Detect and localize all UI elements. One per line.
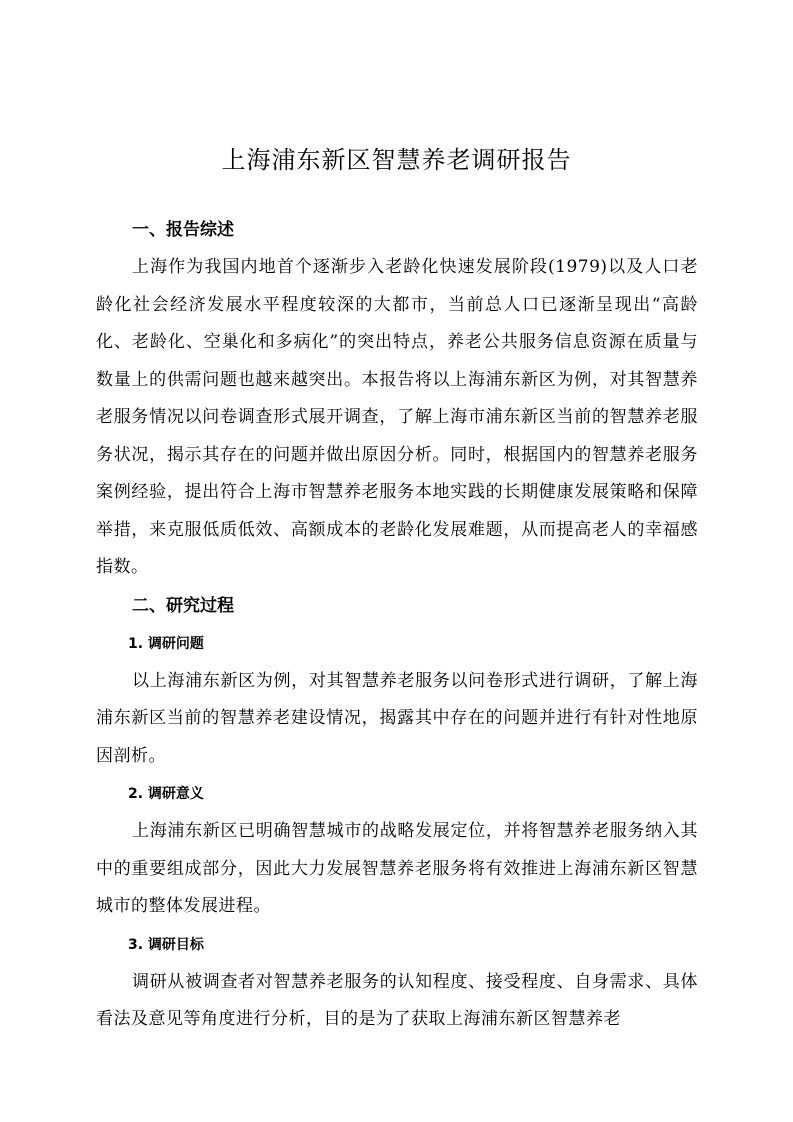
- subheading-research-goal: 3. 调研目标: [128, 936, 204, 953]
- research-significance-paragraph: 上海浦东新区已明确智慧城市的战略发展定位，并将智慧养老服务纳入其中的重要组成部分，因此大力发展智慧养老服务将有效推进上海浦东新区智慧城市的整体发展进程。: [96, 821, 698, 916]
- overview-paragraph: 上海作为我国内地首个逐渐步入老龄化快速发展阶段(1979)以及人口老龄化社会经济发展水平程度较深的大都市，当前总人口已逐渐呈现出“高龄化、老龄化、空巢化和多病化”的突出特点，养老公共服务信息资源在质量与数量上的供需问题也越来越突出。本报告将以上海浦东新区为例，对其智慧养老服务情况以问卷调查形式展开调查，了解上海市浦东新区当前的智慧养老服务状况，揭示其存在的问题并做出原因分析。同时，根据国内的智慧养老服务案例经验，提出符合上海市智慧养老服务本地实践的长期健康发展策略和保障举措，来克服低质低效、高额成本的老龄化发展难题，从而提高老人的幸福感指数。: [96, 257, 698, 577]
- subheading-research-question: 1. 调研问题: [128, 635, 204, 652]
- page-title: 上海浦东新区智慧养老调研报告: [221, 146, 572, 174]
- subheading-research-significance: 2. 调研意义: [128, 786, 204, 802]
- research-question-paragraph: 以上海浦东新区为例，对其智慧养老服务以问卷形式进行调研，了解上海浦东新区当前的智慧养老建设情况，揭露其中存在的问题并进行有针对性地原因剖析。: [96, 670, 698, 766]
- section-heading-overview: 一、报告综述: [132, 220, 234, 240]
- section-heading-process: 二、研究过程: [132, 595, 234, 616]
- document-body: [96, 211, 698, 1039]
- research-goal-paragraph: 调研从被调查者对智慧养老服务的认知程度、接受程度、自身需求、具体看法及意见等角度进行分析，目的是为了获取上海浦东新区智慧养老: [96, 971, 698, 1029]
